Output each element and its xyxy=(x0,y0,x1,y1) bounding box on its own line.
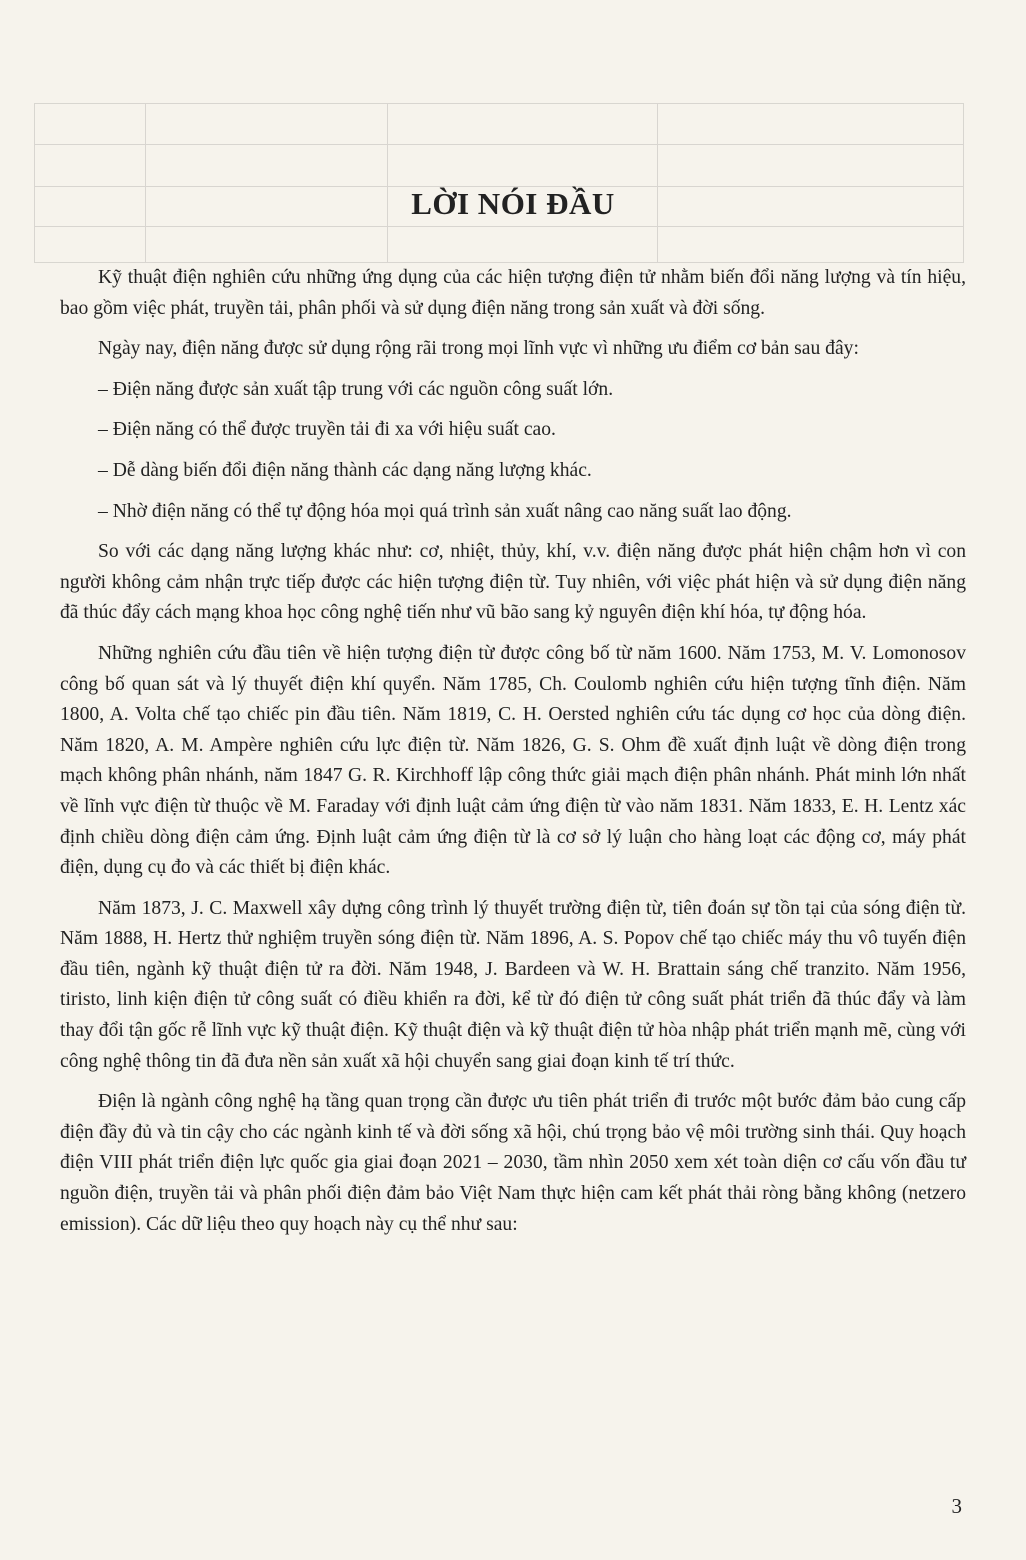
paragraph: Điện là ngành công nghệ hạ tầng quan trọng cần được ưu tiên phát triển đi trước một bước đảm bảo cung cấp điện đầy đủ và tin cậy cho các ngành kinh tế và đời sống xã hội, chú trọng bảo vệ môi trường sinh thái. Quy hoạch điện VIII phát triển điện lực quốc gia giai đoạn 2021 – 2030, tầm nhìn 2050 xem xét toàn diện cơ cấu vốn đầu tư nguồn điện, truyền tải và phân phối điện đảm bảo Việt Nam thực hiện cam kết phát thải ròng bằng không (netzero emission). Các dữ liệu theo quy hoạch này cụ thể như sau: xyxy=(60,1091,966,1235)
paragraph: Năm 1873, J. C. Maxwell xây dựng công trình lý thuyết trường điện từ, tiên đoán sự tồn tại của sóng điện từ. Năm 1888, H. Hertz thử nghiệm truyền sóng điện từ. Năm 1896, A. S. Popov chế tạo chiếc máy thu vô tuyến điện đầu tiên, ngành kỹ thuật điện tử ra đời. Năm 1948, J. Bardeen và W. H. Brattain sáng chế tranzito. Năm 1956, tiristo, linh kiện điện tử công suất có điều khiển ra đời, kể từ đó điện tử công suất phát triển đã thúc đẩy và làm thay đổi tận gốc rễ lĩnh vực kỹ thuật điện. Kỹ thuật điện và kỹ thuật điện tử hòa nhập phát triển mạnh mẽ, cùng với công nghệ thông tin đã đưa nền sản xuất xã hội chuyển sang giai đoạn kinh tế trí thức. xyxy=(60,897,966,1072)
list-item: – Nhờ điện năng có thể tự động hóa mọi quá trình sản xuất nâng cao năng suất lao động. xyxy=(98,500,792,522)
body-text xyxy=(60,263,966,1240)
paragraph: So với các dạng năng lượng khác như: cơ, nhiệt, thủy, khí, v.v. điện năng được phát hiện chậm hơn vì con người không cảm nhận trực tiếp được các hiện tượng điện từ. Tuy nhiên, với việc phát hiện và sử dụng điện năng đã thúc đẩy cách mạng khoa học công nghệ tiến như vũ bão sang kỷ nguyên điện khí hóa, tự động hóa. xyxy=(60,541,966,624)
list-item: – Điện năng có thể được truyền tải đi xa với hiệu suất cao. xyxy=(98,419,556,441)
paragraph: Kỹ thuật điện nghiên cứu những ứng dụng của các hiện tượng điện tử nhằm biến đổi năng lượng và tín hiệu, bao gồm việc phát, truyền tải, phân phối và sử dụng điện năng trong sản xuất và đời sống. xyxy=(60,267,966,319)
list-item: – Dễ dàng biến đổi điện năng thành các dạng năng lượng khác. xyxy=(98,459,592,481)
paragraph: Những nghiên cứu đầu tiên về hiện tượng điện từ được công bố từ năm 1600. Năm 1753, M. V. Lomonosov công bố quan sát và lý thuyết điện khí quyển. Năm 1785, Ch. Coulomb nghiên cứu hiện tượng tĩnh điện. Năm 1800, A. Volta chế tạo chiếc pin đầu tiên. Năm 1819, C. H. Oersted nghiên cứu tác dụng cơ học của dòng điện. Năm 1820, A. M. Ampère nghiên cứu lực điện từ. Năm 1826, G. S. Ohm đề xuất định luật về dòng điện trong mạch không phân nhánh, năm 1847 G. R. Kirchhoff lập công thức giải mạch điện phân nhánh. Phát minh lớn nhất về lĩnh vực điện từ thuộc về M. Faraday với định luật cảm ứng điện từ vào năm 1831. Năm 1833, E. H. Lentz xác định chiều dòng điện cảm ứng. Định luật cảm ứng điện từ là cơ sở lý luận cho hàng loạt các động cơ, máy phát điện, dụng cụ đo và các thiết bị điện khác. xyxy=(60,642,966,879)
show-through-table xyxy=(34,103,964,263)
list-item: – Điện năng được sản xuất tập trung với các nguồn công suất lớn. xyxy=(98,378,614,400)
page-title: LỜI NÓI ĐẦU xyxy=(411,186,615,221)
page-number: 3 xyxy=(951,1494,962,1518)
paragraph: Ngày nay, điện năng được sử dụng rộng rãi trong mọi lĩnh vực vì những ưu điểm cơ bản sau đây: xyxy=(98,338,859,360)
